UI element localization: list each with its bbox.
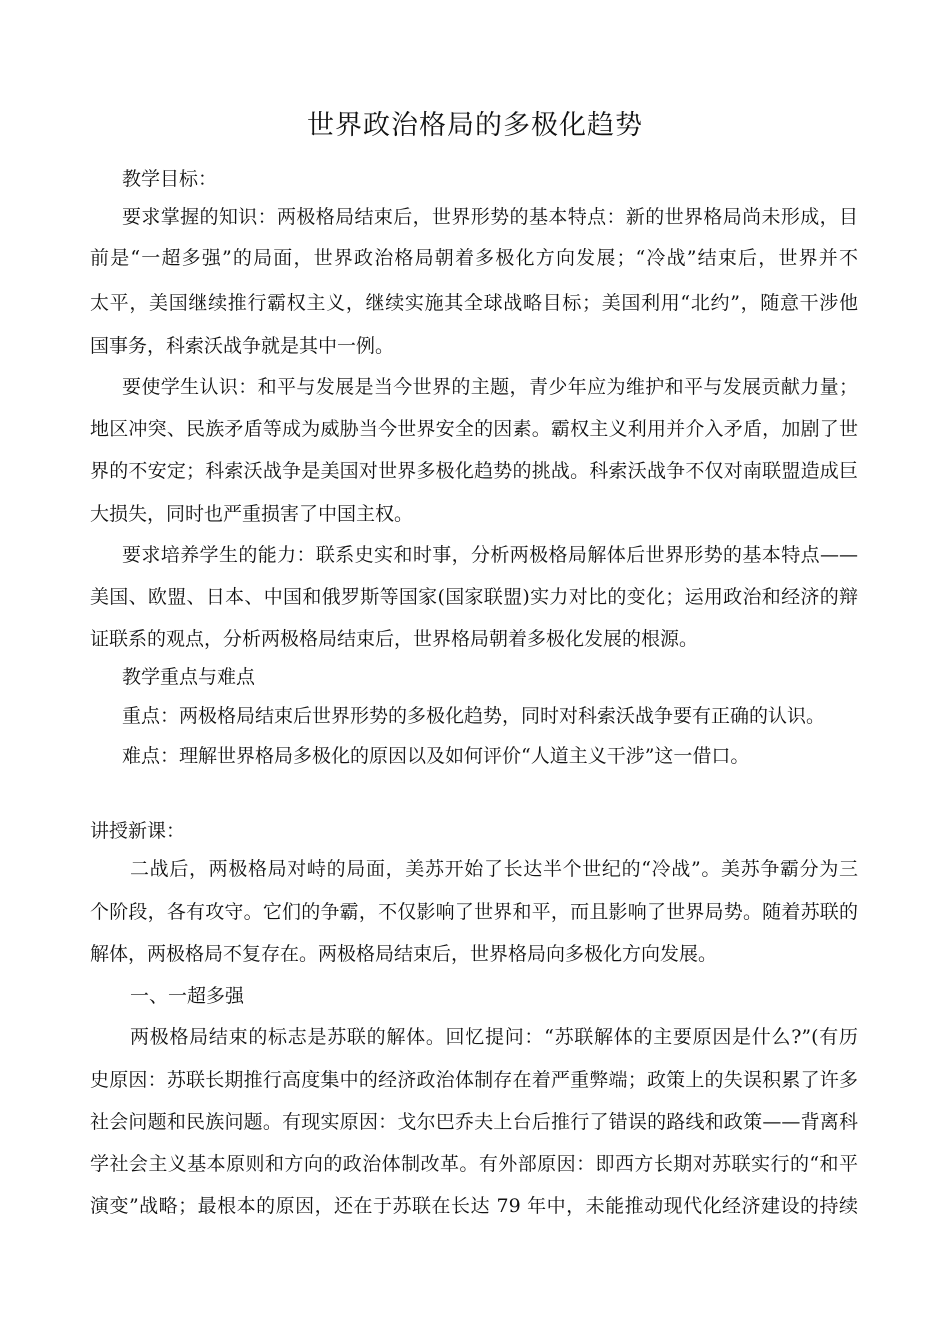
section-heading: 一、一超多强 (130, 985, 245, 1007)
text-line: 太平，美国继续推行霸权主义，继续实施其全球战略目标；美国利用“北约”，随意干涉他 (90, 292, 858, 314)
text-line: 教学目标： (122, 168, 218, 190)
text-line: 国事务，科索沃战争就是其中一例。 (90, 335, 395, 357)
text-line: 难点：理解世界格局多极化的原因以及如何评价“人道主义干涉”这一借口。 (122, 745, 750, 767)
text-line: 演变”战略；最根本的原因，还在于苏联在长达 79 年中，未能推动现代化经济建设的持续 (90, 1195, 858, 1217)
section-heading: 讲授新课： (90, 820, 186, 842)
text-line: 要求掌握的知识：两极格局结束后，世界形势的基本特点：新的世界格局尚未形成，目 (122, 206, 858, 228)
text-line: 界的不安定；科索沃战争是美国对世界多极化趋势的挑战。科索沃战争不仅对南联盟造成巨 (90, 460, 858, 482)
text-line: 大损失，同时也严重损害了中国主权。 (90, 503, 414, 525)
text-line: 个阶段，各有攻守。它们的争霸，不仅影响了世界和平，而且影响了世界局势。随着苏联的 (90, 901, 858, 923)
text-line: 社会问题和民族问题。有现实原因：戈尔巴乔夫上台后推行了错误的路线和政策——背离科 (90, 1111, 858, 1133)
text-line: 要求培养学生的能力：联系史实和时事，分析两极格局解体后世界形势的基本特点—— (122, 544, 858, 566)
text-line: 美国、欧盟、日本、中国和俄罗斯等国家(国家联盟)实力对比的变化；运用政治和经济的辩 (90, 586, 858, 608)
text-line: 两极格局结束的标志是苏联的解体。回忆提问：“苏联解体的主要原因是什么?”(有历 (130, 1026, 858, 1048)
text-line: 二战后，两极格局对峙的局面，美苏开始了长达半个世纪的“冷战”。美苏争霸分为三 (130, 858, 858, 880)
document-title: 世界政治格局的多极化趋势 (307, 110, 643, 141)
text-line: 前是“一超多强”的局面，世界政治格局朝着多极化方向发展；“冷战”结束后，世界并不 (90, 247, 858, 269)
text-line: 重点：两极格局结束后世界形势的多极化趋势，同时对科索沃战争要有正确的认识。 (122, 705, 826, 727)
text-line: 证联系的观点，分析两极格局结束后，世界格局朝着多极化发展的根源。 (90, 628, 699, 650)
section-heading: 教学重点与难点 (122, 666, 256, 688)
text-line: 地区冲突、民族矛盾等成为威胁当今世界安全的因素。霸权主义利用并介入矛盾，加剧了世 (90, 418, 858, 440)
text-line: 要使学生认识：和平与发展是当今世界的主题，青少年应为维护和平与发展贡献力量； (122, 376, 858, 398)
text-line: 解体，两极格局不复存在。两极格局结束后，世界格局向多极化方向发展。 (90, 943, 718, 965)
text-line: 学社会主义基本原则和方向的政治体制改革。有外部原因：即西方长期对苏联实行的“和平 (90, 1153, 858, 1175)
text-line: 史原因：苏联长期推行高度集中的经济政治体制存在着严重弊端；政策上的失误积累了许多 (90, 1069, 858, 1091)
